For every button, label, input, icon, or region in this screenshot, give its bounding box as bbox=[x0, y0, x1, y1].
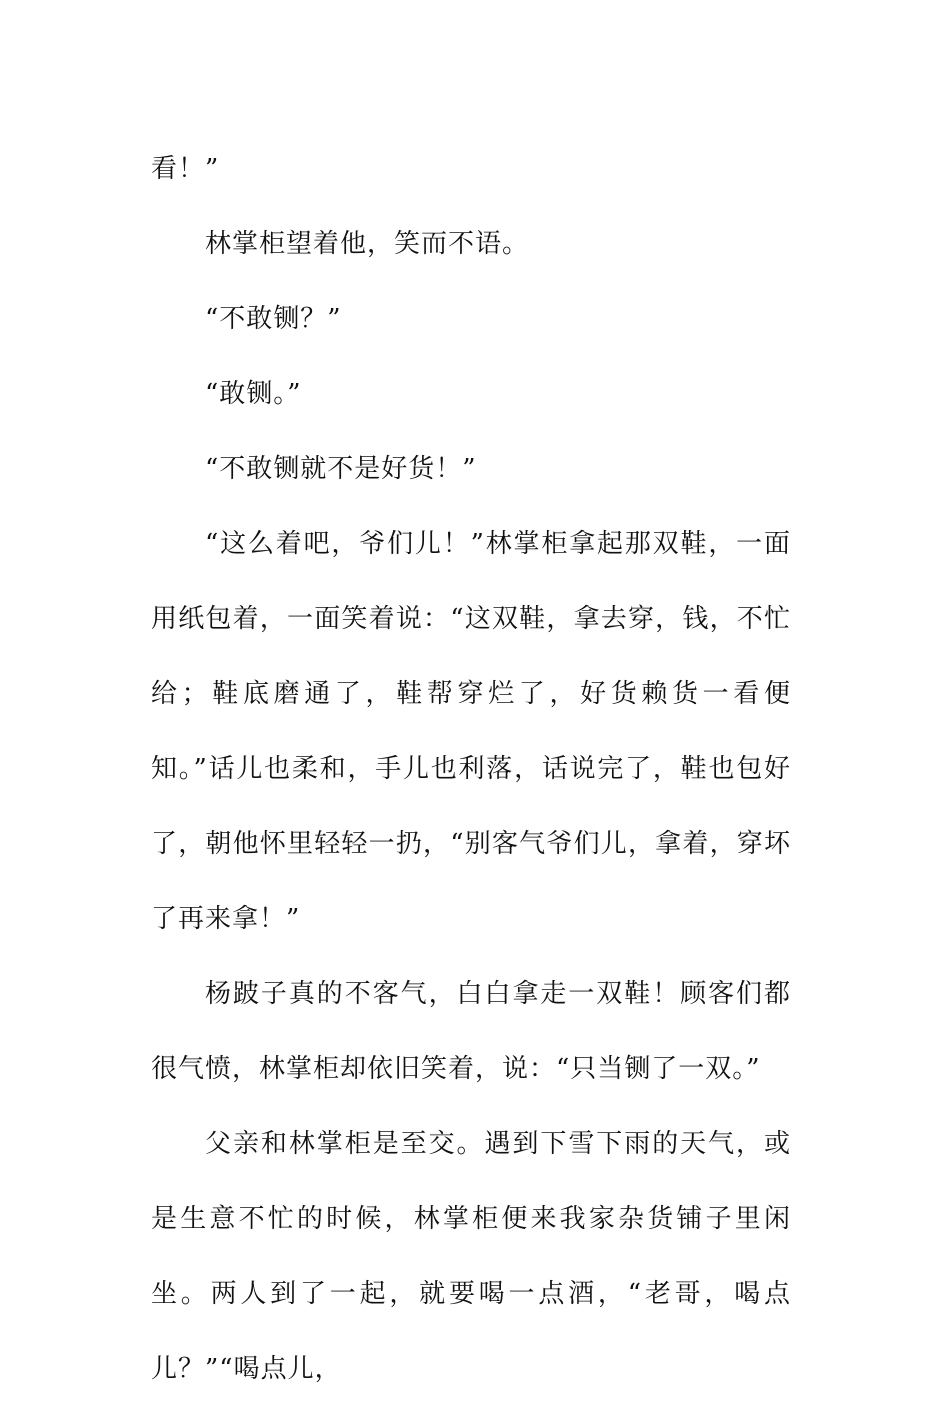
paragraph-1: 看！” bbox=[151, 154, 220, 184]
document-body bbox=[151, 132, 791, 1407]
paragraph-5: “不敢铡就不是好货！” bbox=[205, 454, 477, 484]
paragraph-8: 父亲和林掌柜是至交。遇到下雪下雨的天气，或是生意不忙的时候，林掌柜便来我家杂货铺子里闲坐。两人到了一起，就要喝一点酒，“老哥，喝点儿？”“喝点儿， bbox=[151, 1129, 791, 1384]
paragraph-6: “这么着吧，爷们儿！”林掌柜拿起那双鞋，一面用纸包着，一面笑着说：“这双鞋，拿去穿，钱，不忙给；鞋底磨通了，鞋帮穿烂了，好货赖货一看便知。”话儿也柔和，手儿也利落，话说完了，鞋也包好了，朝他怀里轻轻一扔，“别客气爷们儿，拿着，穿坏了再来拿！” bbox=[151, 529, 791, 934]
paragraph-7: 杨跛子真的不客气，白白拿走一双鞋！顾客们都很气愤，林掌柜却依旧笑着，说：“只当铡了一双。” bbox=[151, 979, 791, 1084]
paragraph-3: “不敢铡？” bbox=[205, 304, 342, 334]
paragraph-2: 林掌柜望着他，笑而不语。 bbox=[205, 229, 530, 259]
paragraph-4: “敢铡。” bbox=[205, 379, 302, 409]
